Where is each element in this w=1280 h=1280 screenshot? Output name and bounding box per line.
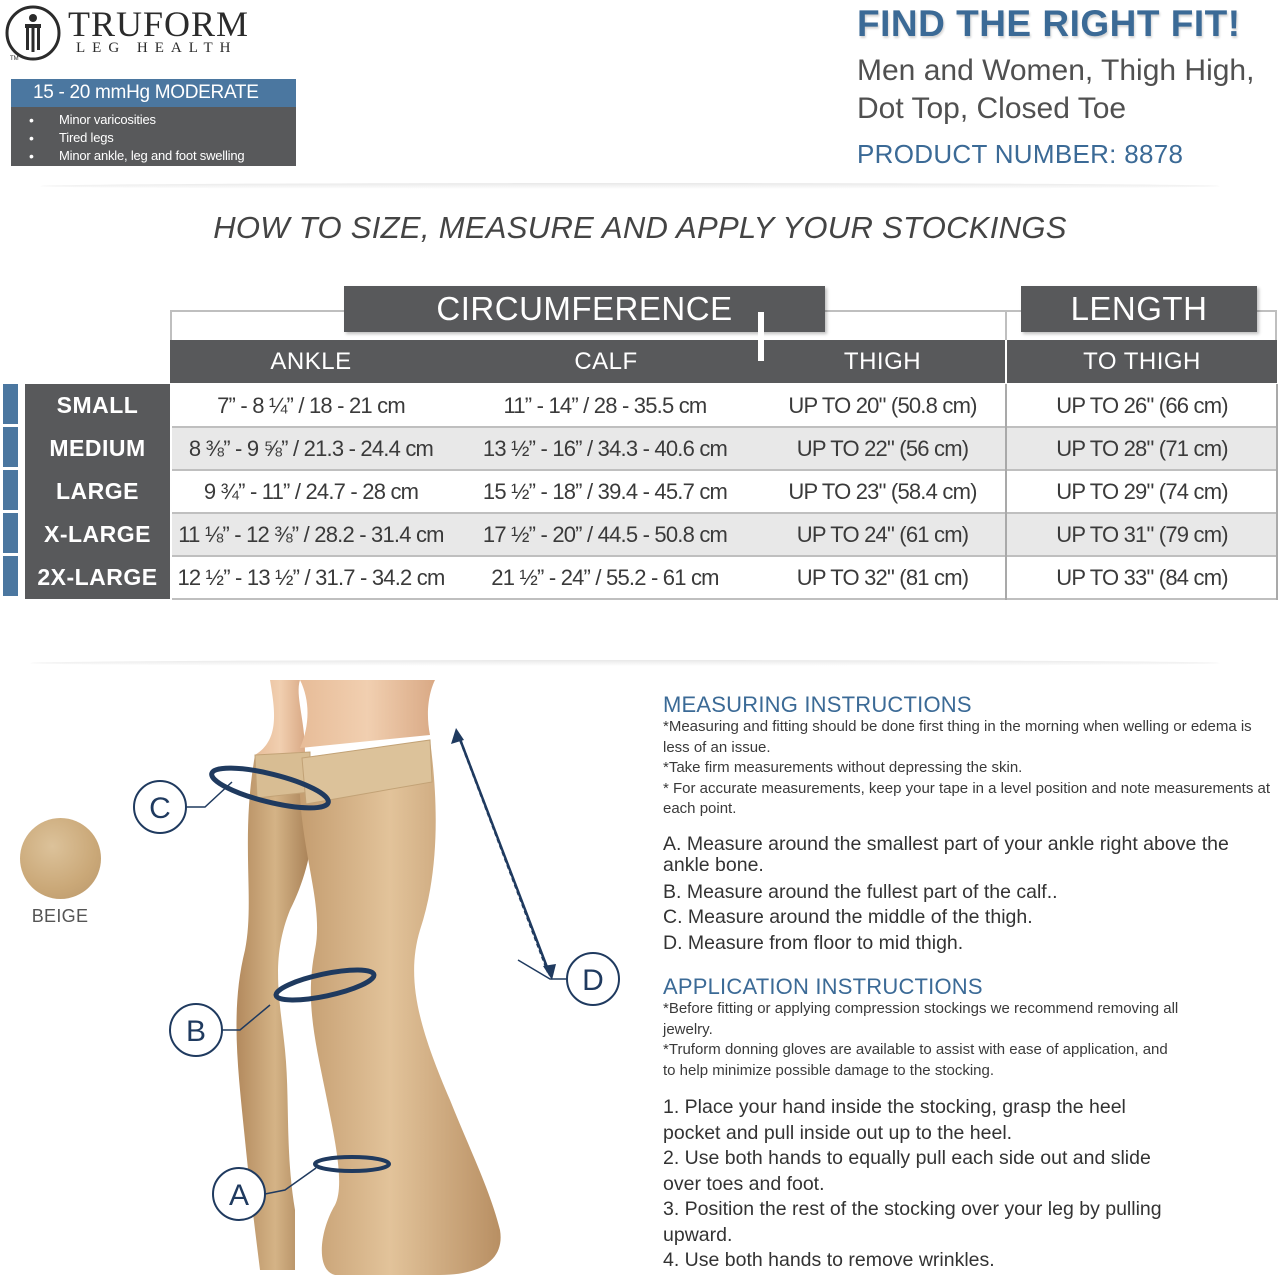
row-divider	[172, 555, 1277, 557]
size-row-large	[0, 470, 1280, 513]
row-data	[172, 470, 1277, 513]
row-data	[172, 384, 1277, 427]
size-label: SMALL	[25, 384, 170, 427]
calf-cell: 13 ½” - 16” / 34.3 - 40.6 cm	[482, 436, 728, 461]
size-label: 2X-LARGE	[25, 556, 170, 599]
length-cell: UP TO 26" (66 cm)	[1056, 393, 1228, 418]
ankle-cell: 12 ½” - 13 ½” / 31.7 - 34.2 cm	[177, 565, 445, 590]
row-stripe	[3, 513, 18, 553]
svg-text:TM: TM	[10, 56, 19, 62]
table-right-edge	[1276, 384, 1278, 600]
measuring-note: *Take firm measurements without depressing the skin.	[663, 759, 1023, 776]
row-divider	[172, 512, 1277, 514]
header-separator	[1005, 340, 1007, 383]
size-row-medium	[0, 427, 1280, 470]
callout-b-letter: B	[185, 1015, 207, 1048]
thigh-skin	[300, 680, 435, 748]
application-title: APPLICATION INSTRUCTIONS	[663, 974, 983, 999]
row-data	[172, 513, 1277, 556]
callout-d-letter: D	[582, 964, 604, 997]
size-label: LARGE	[25, 470, 170, 513]
indication-item: • Minor ankle, leg and foot swelling	[11, 147, 296, 165]
measuring-title: MEASURING INSTRUCTIONS	[663, 692, 972, 717]
thigh-cell: UP TO 20" (50.8 cm)	[788, 393, 977, 418]
column-divider	[1005, 384, 1007, 600]
compression-level-title: 15 - 20 mmHg MODERATE	[11, 79, 296, 107]
callout-d-leader	[518, 960, 567, 979]
calf-cell: 21 ½” - 24” / 55.2 - 61 cm	[491, 565, 719, 590]
length-cell: UP TO 29" (74 cm)	[1056, 479, 1228, 504]
calf-cell: 15 ½” - 18” / 39.4 - 45.7 cm	[482, 479, 728, 504]
column-header-thigh: THIGH	[843, 348, 922, 375]
length-arrow	[458, 734, 550, 975]
row-data	[172, 556, 1277, 599]
stocking-leg-diagram	[120, 670, 640, 1280]
length-cell: UP TO 31" (79 cm)	[1056, 522, 1228, 547]
section-divider	[30, 660, 1220, 666]
application-step: 3. Position the rest of the stocking over your leg by pulling upward.	[663, 1198, 1162, 1246]
circumference-header: CIRCUMFERENCE	[344, 286, 825, 332]
row-stripe	[3, 427, 18, 467]
arrow-head-bottom	[543, 964, 556, 980]
calf-cell: 17 ½” - 20” / 44.5 - 50.8 cm	[482, 522, 728, 547]
measuring-step: B. Measure around the fullest part of the calf..	[663, 880, 1058, 903]
row-divider	[172, 598, 1277, 600]
thigh-skin	[255, 680, 305, 755]
size-row-x-large	[0, 513, 1280, 556]
application-instructions	[663, 975, 1183, 1274]
application-note: *Before fitting or applying compression stockings we recommend removing all jewelry.	[663, 1000, 1179, 1038]
brand-logo	[4, 2, 264, 62]
fit-headline: FIND THE RIGHT FIT!	[857, 3, 1241, 44]
row-stripe	[3, 556, 18, 596]
column-header-to-thigh: TO THIGH	[1083, 348, 1201, 375]
size-row-small	[0, 384, 1280, 427]
ankle-cell: 9 ¾” - 11” / 24.7 - 28 cm	[203, 479, 419, 504]
measuring-step: A. Measure around the smallest part of your ankle right above the ankle bone.	[663, 832, 1229, 876]
column-header-row	[170, 340, 1277, 383]
header-divider	[40, 183, 1220, 189]
length-header: LENGTH	[1021, 286, 1257, 332]
front-leg-stocking	[299, 740, 500, 1275]
brand-tagline: LEG HEALTH	[76, 40, 238, 56]
application-note: *Truform donning gloves are available to assist with ease of application, and to help minimize possible damage to the stocking.	[663, 1041, 1168, 1079]
section-title: HOW TO SIZE, MEASURE AND APPLY YOUR STOCKINGS	[213, 210, 1067, 245]
row-data	[172, 427, 1277, 470]
beige-color-swatch[interactable]	[20, 818, 101, 899]
measuring-note: *Measuring and fitting should be done first thing in the morning when welling or edema is less of an issue.	[663, 718, 1252, 756]
callout-c-letter: C	[149, 792, 171, 825]
ankle-cell: 8 ⅜” - 9 ⅝” / 21.3 - 24.4 cm	[188, 436, 434, 461]
row-stripe	[3, 470, 18, 510]
thigh-cell: UP TO 24" (61 cm)	[796, 522, 969, 547]
calf-cell: 11” - 14” / 28 - 35.5 cm	[503, 393, 707, 418]
header-tick	[758, 312, 764, 361]
application-step: 1. Place your hand inside the stocking, grasp the heel pocket and pull inside out up to the heel.	[663, 1096, 1126, 1144]
row-stripe	[3, 384, 18, 424]
ankle-cell: 11 ⅛” - 12 ⅜” / 28.2 - 31.4 cm	[178, 522, 444, 547]
application-step: 2. Use both hands to equally pull each side out and slide over toes and foot.	[663, 1147, 1151, 1195]
compression-level-box	[11, 79, 296, 166]
length-cell: UP TO 28" (71 cm)	[1056, 436, 1228, 461]
brand-name: TRUFORM	[68, 4, 250, 44]
row-divider	[172, 469, 1277, 471]
measuring-instructions	[663, 693, 1273, 956]
indication-list	[11, 107, 296, 165]
product-number: PRODUCT NUMBER: 8878	[857, 139, 1184, 169]
measuring-step: D. Measure from floor to mid thigh.	[663, 931, 964, 954]
column-header-ankle: ANKLE	[270, 348, 352, 375]
size-row-2x-large	[0, 556, 1280, 599]
thigh-cell: UP TO 23" (58.4 cm)	[788, 479, 977, 504]
callout-a-letter: A	[228, 1179, 250, 1212]
thigh-cell: UP TO 32" (81 cm)	[796, 565, 969, 590]
color-label: BEIGE	[31, 906, 89, 926]
length-cell: UP TO 33" (84 cm)	[1056, 565, 1228, 590]
indication-item: • Minor varicosities	[11, 111, 296, 129]
size-label: X-LARGE	[25, 513, 170, 556]
measuring-step: C. Measure around the middle of the thigh.	[663, 906, 1033, 928]
thigh-cell: UP TO 22" (56 cm)	[796, 436, 969, 461]
column-header-calf: CALF	[574, 348, 638, 375]
indication-item: • Tired legs	[11, 129, 296, 147]
row-divider	[172, 426, 1277, 428]
application-step: 4. Use both hands to remove wrinkles.	[663, 1249, 995, 1271]
truform-mark-icon	[4, 4, 62, 62]
measuring-note: * For accurate measurements, keep your tape in a level position and note measurements at each point.	[663, 779, 1270, 817]
ankle-cell: 7” - 8 ¼” / 18 - 21 cm	[217, 393, 405, 418]
size-label: MEDIUM	[25, 427, 170, 470]
product-description: Men and Women, Thigh High, Dot Top, Closed Toe	[857, 54, 1255, 125]
